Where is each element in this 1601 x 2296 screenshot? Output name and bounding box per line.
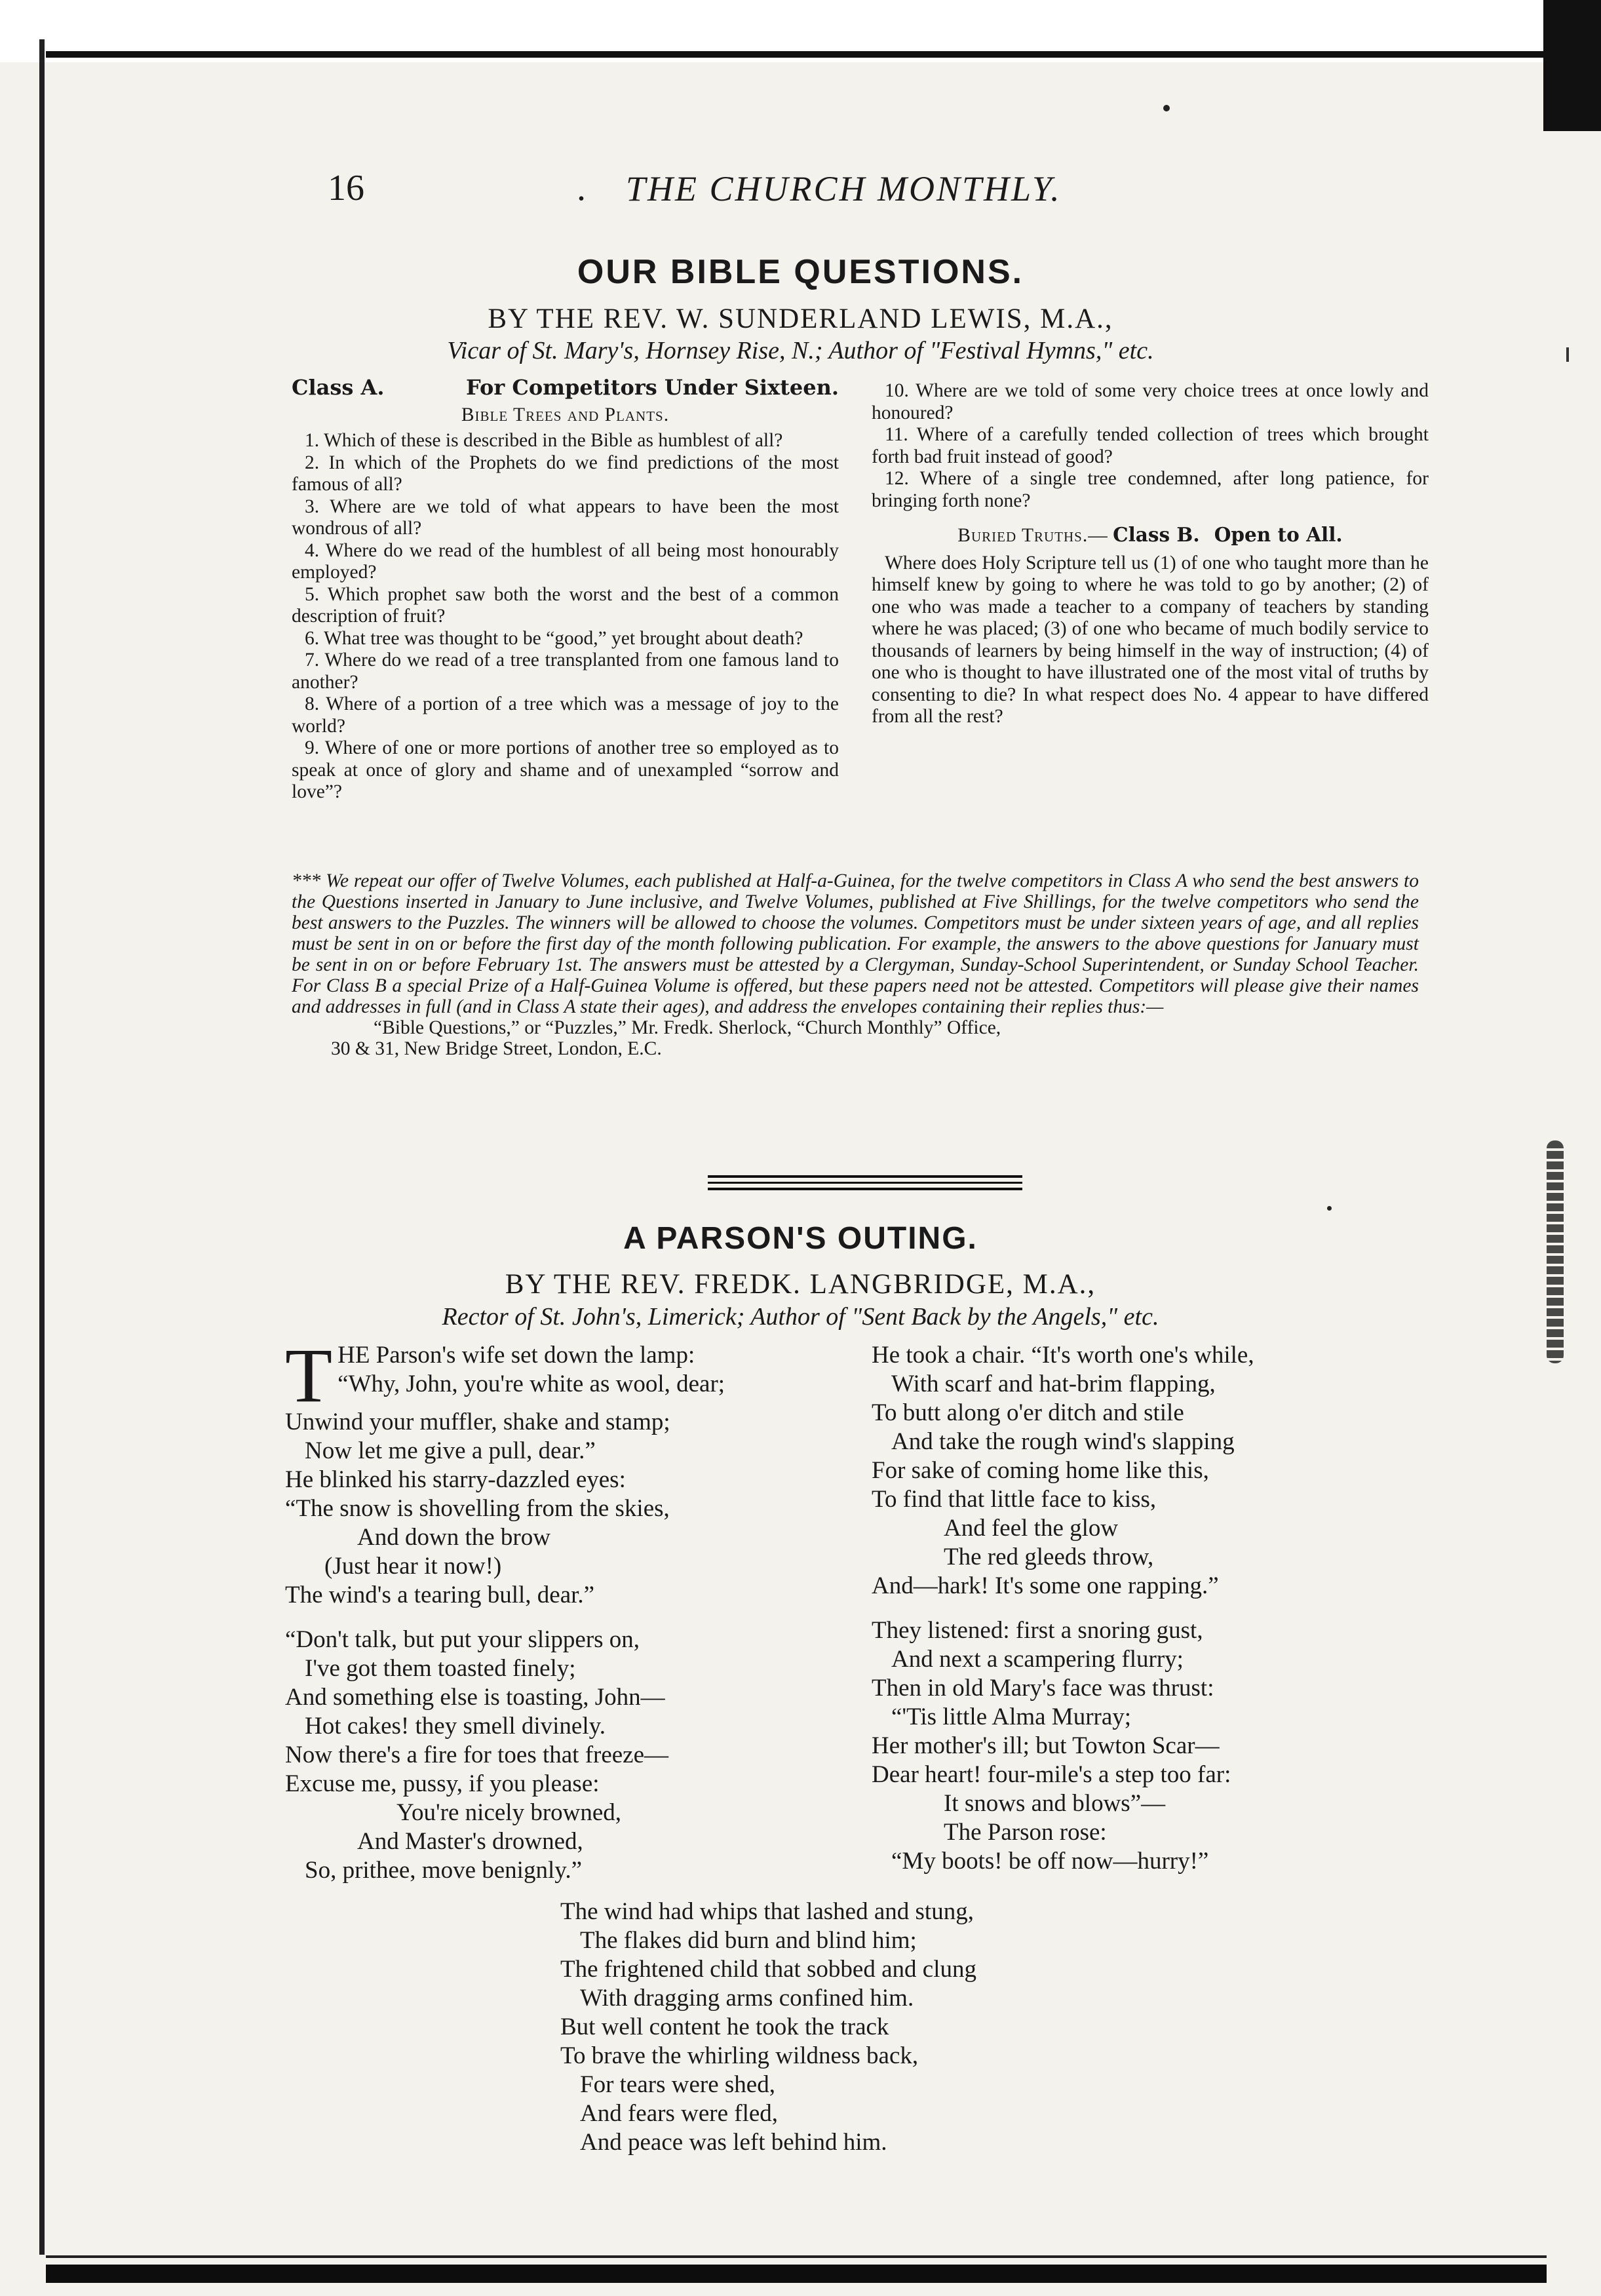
poem-line: The wind's a tearing bull, dear.”	[285, 1582, 595, 1608]
poem-line: And peace was left behind him.	[580, 2129, 887, 2156]
address-line: “Bible Questions,” or “Puzzles,” Mr. Fredk. Sherlock, “Church Monthly” Office,	[374, 1017, 1001, 1038]
poem-line: And down the brow	[357, 1524, 550, 1551]
page-number: 16	[328, 168, 364, 208]
bible-questions-title: OUR BIBLE QUESTIONS.	[577, 253, 1024, 291]
poem-line: You're nicely browned,	[396, 1799, 622, 1826]
address-line: 30 & 31, New Bridge Street, London, E.C.	[331, 1038, 662, 1059]
question-item: 1. Which of these is described in the Bible as humblest of all?	[305, 430, 783, 451]
question-item: 10. Where are we told of some very choice trees at once lowly and honoured?	[872, 380, 1429, 423]
poem-line: To brave the whirling wildness back,	[560, 2042, 919, 2069]
class-a-label: Class A.	[292, 375, 385, 400]
poem-line: The frightened child that sobbed and clung	[560, 1956, 976, 1983]
poem-line: He blinked his starry-dazzled eyes:	[285, 1466, 626, 1493]
buried-truths-heading	[872, 524, 1429, 547]
poem-line: “Why, John, you're white as wool, dear;	[338, 1371, 725, 1397]
poem-line: With dragging arms confined him.	[580, 1985, 914, 2012]
question-item: 12. Where of a single tree condemned, after long patience, for bringing forth none?	[872, 468, 1429, 511]
poem-line: To find that little face to kiss,	[872, 1486, 1157, 1513]
poem-line: For tears were shed,	[580, 2071, 775, 2098]
poem-line: For sake of coming home like this,	[872, 1457, 1209, 1484]
poem-line: And something else is toasting, John—	[285, 1684, 665, 1711]
question-item: 2. In which of the Prophets do we find predictions of the most famous of all?	[292, 452, 839, 495]
poem-line: With scarf and hat-brim flapping,	[891, 1371, 1216, 1397]
poem-right-column	[872, 1341, 1448, 1876]
poem-line: And next a scampering flurry;	[891, 1646, 1184, 1673]
poem-line: They listened: first a snoring gust,	[872, 1617, 1203, 1644]
poem-line: But well content he took the track	[560, 2014, 889, 2040]
poem-line: Her mother's ill; but Towton Scar—	[872, 1732, 1220, 1759]
open-to-all-label: Open to All.	[1214, 523, 1343, 546]
bible-questions-byline: BY THE REV. W. SUNDERLAND LEWIS, M.A.,	[488, 303, 1113, 334]
section-divider	[708, 1188, 1022, 1190]
class-a-eligibility: For Competitors Under Sixteen.	[466, 375, 839, 400]
question-item: 8. Where of a portion of a tree which was a message of joy to the world?	[292, 693, 839, 737]
poem-line: Excuse me, pussy, if you please:	[285, 1770, 600, 1797]
poem-line: Dear heart! four-mile's a step too far:	[872, 1761, 1231, 1788]
poem-line: Unwind your muffler, shake and stamp;	[285, 1409, 670, 1435]
poem-line: The wind had whips that lashed and stung,	[560, 1898, 974, 1925]
poem-line: It snows and blows”—	[944, 1790, 1166, 1817]
running-head	[328, 167, 1442, 220]
poem-line: I've got them toasted finely;	[305, 1655, 576, 1682]
class-a-header	[292, 377, 839, 399]
poem-line: “'Tis little Alma Murray;	[891, 1703, 1132, 1730]
poem-line: And take the rough wind's slapping	[891, 1428, 1235, 1455]
poem-line: HE Parson's wife set down the lamp:	[338, 1342, 695, 1369]
notice-text: *** We repeat our offer of Twelve Volumes, each published at Half-a-Guinea, for the twelve competitors in Class A who send the best answers to the Questions inserted in January to June inclusive, and Twelve Volumes, published at Five Shillings, for the twelve competitors who send the best answers to the Puzzles. The winners will be allowed to choose the volumes. Competitors must be under sixteen years of age, and all replies must be sent in on or before the first day of the month following publication. For example, the answers to the above questions for January must be sent in on or before February 1st. The answers must be attested by a Clergyman, Sunday-School Superintendent, or Sunday School Teacher. For Class B a special Prize of a Half-Guinea Volume is offered, but these papers need not be attested. Competitors will please give their names and addresses in full (and in Class A state their ages), and address the envelopes containing their replies thus:—	[292, 870, 1419, 1017]
poem-line: The red gleeds throw,	[944, 1544, 1154, 1570]
poem-byline: BY THE REV. FREDK. LANGBRIDGE, M.A.,	[505, 1269, 1096, 1300]
poem-line: Then in old Mary's face was thrust:	[872, 1675, 1214, 1702]
questions-left-column	[292, 377, 839, 804]
poem-line: And Master's drowned,	[357, 1828, 583, 1855]
poem-line: And—hark! It's some one rapping.”	[872, 1572, 1219, 1599]
poem-line: “My boots! be off now—hurry!”	[891, 1848, 1209, 1875]
running-head-dot: .	[577, 168, 586, 208]
poem-line: The flakes did burn and blind him;	[580, 1927, 917, 1954]
questions-right-column	[872, 380, 1429, 728]
question-item: 5. Which prophet saw both the worst and the best of a common description of fruit?	[292, 583, 839, 627]
buried-truths-label: Buried Truths.—	[957, 525, 1108, 546]
poem-line: The Parson rose:	[944, 1819, 1107, 1846]
drop-cap: T	[285, 1333, 333, 1418]
bible-questions-affiliation: Vicar of St. Mary's, Hornsey Rise, N.; Author of "Festival Hymns," etc.	[447, 337, 1154, 364]
poem-line: To butt along o'er ditch and stile	[872, 1399, 1184, 1426]
poem-line: Now let me give a pull, dear.”	[305, 1437, 596, 1464]
poem-final-stanza	[560, 1897, 1150, 2157]
poem-line: Hot cakes! they smell divinely.	[305, 1713, 606, 1740]
poem-line: And feel the glow	[944, 1515, 1119, 1542]
poem-affiliation: Rector of St. John's, Limerick; Author of "Sent Back by the Angels," etc.	[442, 1303, 1159, 1331]
bible-trees-subheading: Bible Trees and Plants.	[461, 404, 670, 425]
question-item: 9. Where of one or more portions of another tree so employed as to speak at once of glory and shame and of unexampled “sorrow and love”?	[292, 737, 839, 802]
journal-title: THE CHURCH MONTHLY.	[626, 169, 1062, 208]
poem-left-column	[285, 1333, 862, 1885]
poem-title: A PARSON'S OUTING.	[623, 1221, 978, 1256]
question-item: 7. Where do we read of a tree transplanted from one famous land to another?	[292, 650, 839, 693]
poem-line: “Don't talk, but put your slippers on,	[285, 1626, 640, 1653]
section-divider	[708, 1182, 1022, 1184]
competition-notice	[292, 870, 1419, 1059]
poem-line: And fears were fled,	[580, 2100, 779, 2127]
question-item: 11. Where of a carefully tended collection of trees which brought forth bad fruit instead of good?	[872, 424, 1429, 467]
poem-line: “The snow is shovelling from the skies,	[285, 1495, 670, 1522]
poem-line: He took a chair. “It's worth one's while,	[872, 1342, 1254, 1369]
buried-truths-text: Where does Holy Scripture tell us (1) of one who taught more than he himself knew by going to where he was told to go by another; (2) of one who was made a teacher to a company of teachers by standing where he was placed; (3) of one who became of much bodily service to thousands of learners by being himself in the way of instruction; (4) of one who is thought to have illustrated one of the most vital of truths by consenting to die? In what respect does No. 4 appear to have differed from all the rest?	[872, 552, 1429, 727]
question-item: 6. What tree was thought to be “good,” yet brought about death?	[305, 627, 803, 649]
poem-line: So, prithee, move benignly.”	[305, 1857, 583, 1884]
poem-line: (Just hear it now!)	[324, 1553, 502, 1580]
section-divider	[708, 1175, 1022, 1178]
poem-line: Now there's a fire for toes that freeze—	[285, 1741, 669, 1768]
class-b-label: Class B.	[1113, 523, 1200, 546]
question-item: 3. Where are we told of what appears to have been the most wondrous of all?	[292, 496, 839, 539]
question-item: 4. Where do we read of the humblest of all being most honourably employed?	[292, 539, 839, 583]
